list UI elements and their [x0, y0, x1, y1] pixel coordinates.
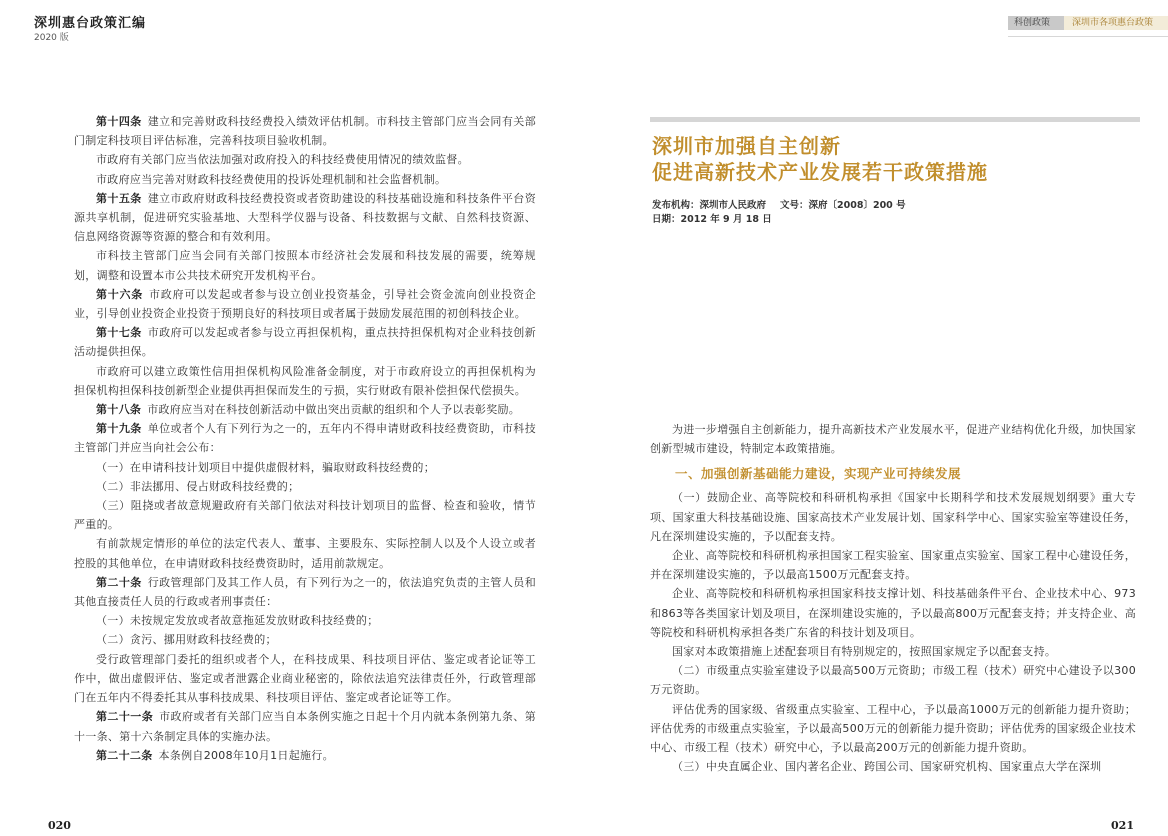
- article-paragraph: [74, 650, 536, 708]
- article-text: 市政府应当对在科技创新活动中做出突出贡献的组织和个人予以表彰奖励。: [147, 403, 521, 417]
- document-title: [652, 133, 988, 185]
- article-text: 建立和完善财政科技经费投入绩效评估机制。市科技主管部门应当会同有关部门制定科技项目评估标准，完善科技项目验收机制。: [74, 115, 536, 148]
- article-paragraph: [74, 573, 536, 611]
- article-text: 市政府或者有关部门应当自本条例实施之日起十个月内就本条例第九条、第十一条、第十六条制定具体的实施办法。: [74, 710, 536, 743]
- intro-paragraph: 为进一步增强自主创新能力，提升高新技术产业发展水平，促进产业结构优化升级，加快国家创新型城市建设，特制定本政策措施。: [650, 423, 1136, 456]
- article-paragraph: [74, 285, 536, 323]
- article-label: 第十九条: [96, 422, 142, 436]
- tab-section: 深圳市各项惠台政策: [1064, 16, 1168, 30]
- article-text: 行政管理部门及其工作人员，有下列行为之一的，依法追究负责的主管人员和其他直接责任人员的行政或者刑事责任：: [74, 575, 536, 609]
- title-line-2: 促进高新技术产业发展若干政策措施: [652, 160, 988, 184]
- page-number-left: 020: [48, 819, 71, 832]
- article-paragraph: [74, 746, 536, 765]
- article-paragraph: [74, 496, 536, 534]
- article-paragraph: [74, 630, 536, 649]
- article-paragraph: [74, 323, 536, 361]
- article-paragraph: [74, 246, 536, 284]
- article-label: 第十六条: [96, 287, 143, 301]
- article-paragraph: [74, 419, 536, 457]
- article-text: （二）非法挪用、侵占财政科技经费的；: [96, 479, 300, 493]
- article-text: （一）未按规定发放或者故意拖延发放财政科技经费的；: [96, 614, 379, 628]
- policy-paragraph: （一）鼓励企业、高等院校和科研机构承担《国家中长期科学和技术发展规划纲要》重大专项、国家重大科技基础设施、国家高技术产业发展计划、国家科学中心、国家实验室等建设任务，凡在深圳建设实施的，予以配套支持。: [650, 491, 1136, 543]
- article-text: 有前款规定情形的单位的法定代表人、董事、主要股东、实际控制人以及个人设立或者控股的其他单位，在申请财政科技经费资助时，适用前款规定。: [74, 537, 536, 570]
- article-paragraph: [74, 458, 536, 477]
- right-page: [584, 0, 1168, 836]
- header-rule: [1008, 36, 1168, 37]
- section-tabs: [1008, 16, 1168, 30]
- section-paragraphs: [650, 488, 1136, 776]
- tab-category: 科创政策: [1008, 16, 1064, 30]
- article-label: 第十八条: [96, 403, 142, 417]
- article-label: 第十五条: [96, 191, 142, 205]
- article-text: 市政府可以建立政策性信用担保机构风险准备金制度，对于市政府设立的再担保机构为担保机构担保科技创新型企业提供再担保而发生的亏损，实行财政有限补偿担保代偿损失。: [74, 364, 536, 397]
- article-text: 本条例自2008年10月1日起施行。: [158, 748, 334, 762]
- article-text: 受行政管理部门委托的组织或者个人，在科技成果、科技项目评估、鉴定或者论证等工作中，做出虚假评估、鉴定或者泄露企业商业秘密的，除依法追究法律责任外，行政管理部门在五年内不得委托其从事科技成果、科技项目评估、鉴定或者论证等工作。: [74, 652, 536, 705]
- publish-info: [652, 197, 906, 211]
- article-text: 单位或者个人有下列行为之一的，五年内不得申请财政科技经费资助，市科技主管部门并应当向社会公布：: [74, 422, 536, 455]
- book-title: 深圳惠台政策汇编: [34, 16, 147, 31]
- page-number-right: 021: [1111, 819, 1134, 832]
- policy-paragraph: （二）市级重点实验室建设予以最高500万元资助；市级工程（技术）研究中心建设予以300万元资助。: [650, 664, 1136, 697]
- article-label: 第十七条: [96, 326, 142, 340]
- article-paragraph: [74, 150, 536, 169]
- publisher: 发布机构：深圳市人民政府: [652, 200, 767, 211]
- article-label: 第二十一条: [96, 710, 154, 724]
- article-text: （三）阻挠或者故意规避政府有关部门依法对科技计划项目的监督、检查和验收，情节严重的。: [74, 499, 536, 532]
- policy-paragraph: 评估优秀的国家级、省级重点实验室、工程中心，予以最高1000万元的创新能力提升资助；评估优秀的市级重点实验室，予以最高500万元的创新能力提升资助；评估优秀的国家级企业技术中心、市级工程（技术）研究中心，予以最高200万元的创新能力提升资助。: [650, 702, 1136, 755]
- article-label: 第十四条: [96, 115, 142, 128]
- policy-paragraph: 企业、高等院校和科研机构承担国家工程实验室、国家重点实验室、国家工程中心建设任务，并在深圳建设实施的，予以最高1500万元配套支持。: [650, 549, 1136, 582]
- article-text: 市科技主管部门应当会同有关部门按照本市经济社会发展和科技发展的需要，统筹规划，调整和设置本市公共技术研究开发机构平台。: [74, 249, 536, 282]
- article-paragraph: [74, 112, 536, 150]
- title-divider-bar: [650, 117, 1140, 122]
- right-body-text: [650, 420, 1136, 776]
- policy-paragraph: （三）中央直属企业、国内著名企业、跨国公司、国家研究机构、国家重点大学在深圳: [672, 760, 1102, 774]
- article-paragraph: [74, 707, 536, 745]
- article-text: （一）在申请科技计划项目中提供虚假材料，骗取财政科技经费的；: [96, 460, 435, 474]
- doc-number: 文号：深府〔2008〕200 号: [780, 200, 906, 211]
- title-line-1: 深圳市加强自主创新: [652, 134, 841, 158]
- left-body-text: [74, 112, 536, 765]
- article-text: 市政府应当完善对财政科技经费使用的投诉处理机制和社会监督机制。: [96, 172, 447, 186]
- section-heading: 一、加强创新基础能力建设，实现产业可持续发展: [675, 466, 962, 482]
- article-text: （二）贪污、挪用财政科技经费的；: [96, 633, 277, 647]
- article-paragraph: [74, 362, 536, 400]
- edition-year: 2020 版: [34, 33, 69, 43]
- article-text: 市政府有关部门应当依法加强对政府投入的科技经费使用情况的绩效监督。: [96, 153, 469, 167]
- article-paragraph: [74, 477, 536, 496]
- article-paragraph: [74, 611, 536, 630]
- article-label: 第二十条: [96, 575, 142, 589]
- article-text: 市政府可以发起或者参与设立创业投资基金，引导社会资金流向创业投资企业，引导创业投资企业投资于预期良好的科技项目或者属于鼓励发展范围的初创科技企业。: [74, 287, 536, 321]
- article-paragraph: [74, 534, 536, 572]
- article-paragraph: [74, 189, 536, 247]
- article-paragraph: [74, 400, 536, 419]
- article-text: 建立市政府财政科技经费投资或者资助建设的科技基础设施和科技条件平台资源共享机制，促进研究实验基地、大型科学仪器与设备、科技数据与文献、自然科技资源、信息网络资源等资源的整合和有效利用。: [74, 191, 536, 244]
- policy-paragraph: 企业、高等院校和科研机构承担国家科技支撑计划、科技基础条件平台、企业技术中心、973和863等各类国家计划及项目，在深圳建设实施的，予以最高800万元配套支持；并支持企业、高等院校和科研机构承担各类广东省的科技计划及项目。: [650, 587, 1136, 639]
- policy-paragraph: 国家对本政策措施上述配套项目有特别规定的，按照国家规定予以配套支持。: [672, 645, 1057, 659]
- article-paragraph: [74, 170, 536, 189]
- article-label: 第二十二条: [96, 748, 153, 762]
- article-text: 市政府可以发起或者参与设立再担保机构，重点扶持担保机构对企业科技创新活动提供担保。: [74, 326, 536, 359]
- publish-date: 日期：2012 年 9 月 18 日: [652, 214, 772, 225]
